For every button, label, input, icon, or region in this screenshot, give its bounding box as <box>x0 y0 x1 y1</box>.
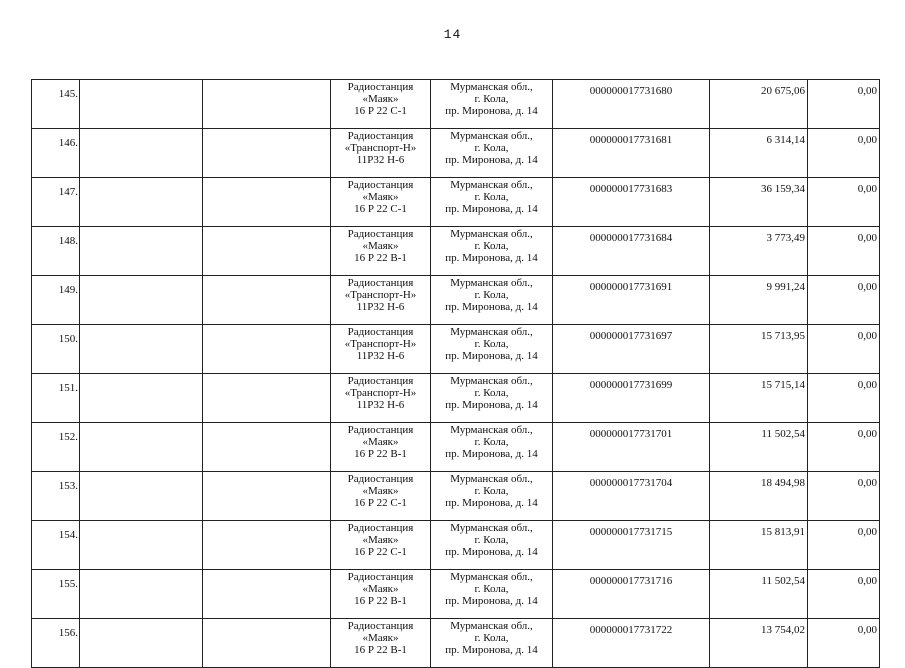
residual-value-cell: 0,00 <box>808 325 880 374</box>
asset-name-cell <box>331 521 431 570</box>
empty-cell <box>203 129 331 178</box>
empty-cell <box>80 521 203 570</box>
book-value-cell: 9 991,24 <box>710 276 808 325</box>
address-line: пр. Миронова, д. 14 <box>445 595 538 607</box>
empty-cell <box>80 570 203 619</box>
inventory-number-cell: 000000017731701 <box>553 423 710 472</box>
asset-name-line: Радиостанция <box>347 571 414 583</box>
book-value-cell: 6 314,14 <box>710 129 808 178</box>
address-line: г. Кола, <box>474 191 509 203</box>
asset-name-cell <box>331 423 431 472</box>
asset-name-line: «Маяк» <box>362 240 399 252</box>
residual-value-cell: 0,00 <box>808 227 880 276</box>
asset-name-cell <box>331 472 431 521</box>
empty-cell <box>203 227 331 276</box>
address-line: г. Кола, <box>474 387 509 399</box>
address-line: пр. Миронова, д. 14 <box>445 252 538 264</box>
residual-value-cell: 0,00 <box>808 129 880 178</box>
book-value-cell: 15 715,14 <box>710 374 808 423</box>
asset-name-cell <box>331 178 431 227</box>
asset-name-cell <box>331 570 431 619</box>
address-cell <box>431 521 553 570</box>
address-line: г. Кола, <box>474 240 509 252</box>
address-line: г. Кола, <box>474 142 509 154</box>
row-number-cell: 155. <box>32 570 80 619</box>
asset-name-line: 16 Р 22 С-1 <box>354 203 407 215</box>
asset-name-line: 11Р32 Н-6 <box>356 154 405 166</box>
row-number-cell: 153. <box>32 472 80 521</box>
asset-name-line: Радиостанция <box>347 81 414 93</box>
empty-cell <box>80 325 203 374</box>
address-line: Мурманская обл., <box>450 228 533 240</box>
empty-cell <box>80 619 203 668</box>
address-line: Мурманская обл., <box>450 522 533 534</box>
address-line: пр. Миронова, д. 14 <box>445 105 538 117</box>
empty-cell <box>203 619 331 668</box>
address-cell <box>431 129 553 178</box>
address-line: г. Кола, <box>474 289 509 301</box>
table-row <box>32 472 880 521</box>
address-line: г. Кола, <box>474 632 509 644</box>
asset-name-cell <box>331 619 431 668</box>
residual-value-cell: 0,00 <box>808 423 880 472</box>
row-number-cell: 154. <box>32 521 80 570</box>
table-row <box>32 80 880 129</box>
book-value-cell: 18 494,98 <box>710 472 808 521</box>
asset-name-line: Радиостанция <box>347 424 414 436</box>
book-value-cell: 20 675,06 <box>710 80 808 129</box>
empty-cell <box>80 80 203 129</box>
address-cell <box>431 374 553 423</box>
asset-name-line: 16 Р 22 С-1 <box>354 497 407 509</box>
address-line: г. Кола, <box>474 534 509 546</box>
address-line: г. Кола, <box>474 436 509 448</box>
address-cell <box>431 619 553 668</box>
asset-name-line: Радиостанция <box>347 522 414 534</box>
inventory-number-cell: 000000017731704 <box>553 472 710 521</box>
asset-name-cell <box>331 276 431 325</box>
asset-name-line: Радиостанция <box>347 326 414 338</box>
table-row <box>32 423 880 472</box>
book-value-cell: 11 502,54 <box>710 570 808 619</box>
address-line: пр. Миронова, д. 14 <box>445 497 538 509</box>
asset-name-line: «Маяк» <box>362 485 399 497</box>
row-number-cell: 156. <box>32 619 80 668</box>
address-line: Мурманская обл., <box>450 277 533 289</box>
asset-name-line: Радиостанция <box>347 228 414 240</box>
table-row <box>32 619 880 668</box>
address-line: Мурманская обл., <box>450 130 533 142</box>
book-value-cell: 13 754,02 <box>710 619 808 668</box>
asset-name-cell <box>331 80 431 129</box>
address-line: г. Кола, <box>474 485 509 497</box>
address-cell <box>431 472 553 521</box>
table-row <box>32 374 880 423</box>
row-number-cell: 146. <box>32 129 80 178</box>
table-row <box>32 325 880 374</box>
inventory-number-cell: 000000017731697 <box>553 325 710 374</box>
address-line: Мурманская обл., <box>450 620 533 632</box>
empty-cell <box>203 472 331 521</box>
asset-name-line: 11Р32 Н-6 <box>356 399 405 411</box>
asset-name-line: «Транспорт-Н» <box>344 142 417 154</box>
residual-value-cell: 0,00 <box>808 619 880 668</box>
row-number-cell: 152. <box>32 423 80 472</box>
empty-cell <box>80 472 203 521</box>
residual-value-cell: 0,00 <box>808 178 880 227</box>
address-line: г. Кола, <box>474 583 509 595</box>
asset-name-line: Радиостанция <box>347 130 414 142</box>
asset-name-line: 11Р32 Н-6 <box>356 350 405 362</box>
residual-value-cell: 0,00 <box>808 472 880 521</box>
inventory-number-cell: 000000017731699 <box>553 374 710 423</box>
asset-name-line: Радиостанция <box>347 277 414 289</box>
asset-name-line: 16 Р 22 С-1 <box>354 546 407 558</box>
address-cell <box>431 178 553 227</box>
table-row <box>32 129 880 178</box>
asset-name-line: 16 Р 22 В-1 <box>354 595 407 607</box>
inventory-number-cell: 000000017731683 <box>553 178 710 227</box>
asset-name-line: 16 Р 22 В-1 <box>354 644 407 656</box>
address-line: Мурманская обл., <box>450 81 533 93</box>
residual-value-cell: 0,00 <box>808 374 880 423</box>
row-number-cell: 150. <box>32 325 80 374</box>
asset-name-line: Радиостанция <box>347 620 414 632</box>
address-line: Мурманская обл., <box>450 375 533 387</box>
table-row <box>32 570 880 619</box>
table-row <box>32 521 880 570</box>
address-cell <box>431 423 553 472</box>
empty-cell <box>203 423 331 472</box>
book-value-cell: 15 713,95 <box>710 325 808 374</box>
address-line: Мурманская обл., <box>450 179 533 191</box>
asset-name-cell <box>331 325 431 374</box>
inventory-number-cell: 000000017731716 <box>553 570 710 619</box>
empty-cell <box>80 374 203 423</box>
address-cell <box>431 325 553 374</box>
asset-name-line: 16 Р 22 В-1 <box>354 448 407 460</box>
address-line: пр. Миронова, д. 14 <box>445 203 538 215</box>
empty-cell <box>80 178 203 227</box>
asset-name-line: «Маяк» <box>362 191 399 203</box>
asset-name-cell <box>331 129 431 178</box>
residual-value-cell: 0,00 <box>808 570 880 619</box>
address-cell <box>431 570 553 619</box>
empty-cell <box>203 276 331 325</box>
residual-value-cell: 0,00 <box>808 276 880 325</box>
address-line: Мурманская обл., <box>450 571 533 583</box>
inventory-number-cell: 000000017731684 <box>553 227 710 276</box>
address-line: пр. Миронова, д. 14 <box>445 448 538 460</box>
book-value-cell: 36 159,34 <box>710 178 808 227</box>
asset-name-line: «Транспорт-Н» <box>344 289 417 301</box>
table-body <box>32 80 880 668</box>
asset-name-line: «Маяк» <box>362 583 399 595</box>
row-number-cell: 149. <box>32 276 80 325</box>
empty-cell <box>203 374 331 423</box>
row-number-cell: 145. <box>32 80 80 129</box>
empty-cell <box>203 80 331 129</box>
address-line: г. Кола, <box>474 93 509 105</box>
address-line: пр. Миронова, д. 14 <box>445 644 538 656</box>
row-number-cell: 148. <box>32 227 80 276</box>
address-line: пр. Миронова, д. 14 <box>445 546 538 558</box>
asset-name-line: Радиостанция <box>347 473 414 485</box>
asset-name-line: Радиостанция <box>347 179 414 191</box>
asset-name-line: «Маяк» <box>362 534 399 546</box>
row-number-cell: 147. <box>32 178 80 227</box>
address-line: Мурманская обл., <box>450 424 533 436</box>
book-value-cell: 15 813,91 <box>710 521 808 570</box>
asset-name-line: «Маяк» <box>362 436 399 448</box>
asset-name-line: 16 Р 22 В-1 <box>354 252 407 264</box>
address-cell <box>431 276 553 325</box>
empty-cell <box>80 227 203 276</box>
table-row <box>32 227 880 276</box>
address-line: пр. Миронова, д. 14 <box>445 301 538 313</box>
asset-name-line: «Транспорт-Н» <box>344 387 417 399</box>
address-line: пр. Миронова, д. 14 <box>445 399 538 411</box>
empty-cell <box>203 178 331 227</box>
page-number: 14 <box>443 27 462 42</box>
asset-table <box>31 79 880 668</box>
empty-cell <box>80 423 203 472</box>
address-line: г. Кола, <box>474 338 509 350</box>
asset-name-line: Радиостанция <box>347 375 414 387</box>
address-cell <box>431 227 553 276</box>
book-value-cell: 11 502,54 <box>710 423 808 472</box>
inventory-number-cell: 000000017731722 <box>553 619 710 668</box>
address-line: пр. Миронова, д. 14 <box>445 350 538 362</box>
empty-cell <box>203 325 331 374</box>
table-row <box>32 276 880 325</box>
empty-cell <box>203 521 331 570</box>
asset-name-line: 16 Р 22 С-1 <box>354 105 407 117</box>
inventory-number-cell: 000000017731715 <box>553 521 710 570</box>
address-line: пр. Миронова, д. 14 <box>445 154 538 166</box>
asset-name-line: 11Р32 Н-6 <box>356 301 405 313</box>
empty-cell <box>203 570 331 619</box>
table-row <box>32 178 880 227</box>
address-line: Мурманская обл., <box>450 326 533 338</box>
residual-value-cell: 0,00 <box>808 521 880 570</box>
asset-name-line: «Маяк» <box>362 632 399 644</box>
row-number-cell: 151. <box>32 374 80 423</box>
empty-cell <box>80 276 203 325</box>
address-cell <box>431 80 553 129</box>
inventory-number-cell: 000000017731680 <box>553 80 710 129</box>
asset-name-cell <box>331 374 431 423</box>
asset-name-line: «Транспорт-Н» <box>344 338 417 350</box>
address-line: Мурманская обл., <box>450 473 533 485</box>
asset-name-cell <box>331 227 431 276</box>
inventory-number-cell: 000000017731681 <box>553 129 710 178</box>
asset-name-line: «Маяк» <box>362 93 399 105</box>
residual-value-cell: 0,00 <box>808 80 880 129</box>
inventory-number-cell: 000000017731691 <box>553 276 710 325</box>
empty-cell <box>80 129 203 178</box>
book-value-cell: 3 773,49 <box>710 227 808 276</box>
